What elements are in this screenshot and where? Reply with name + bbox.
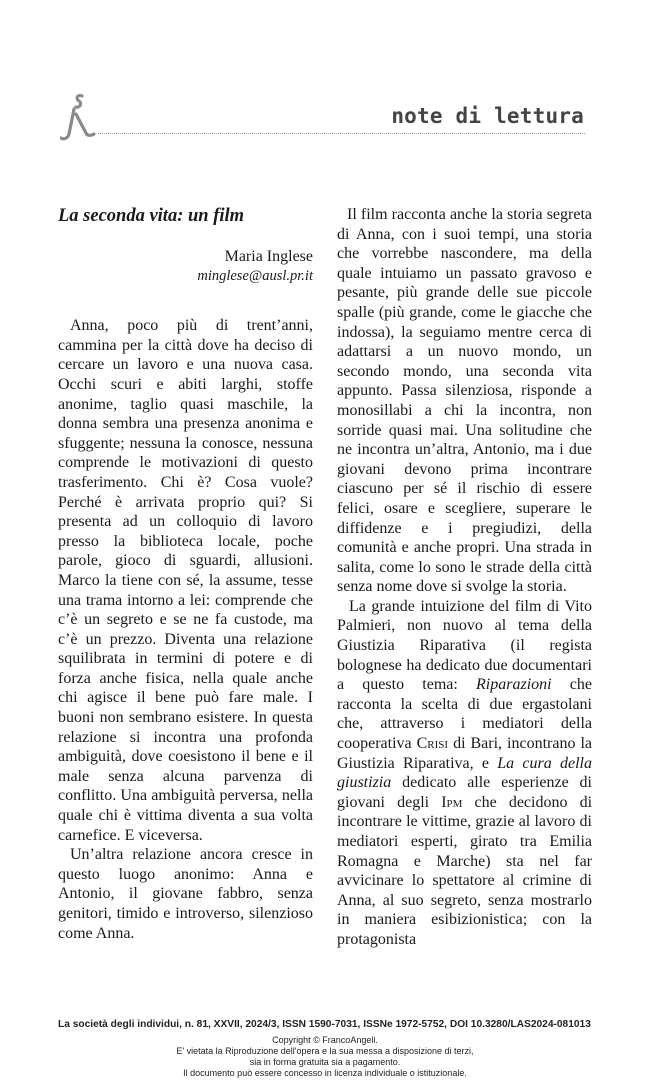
paragraph-text: di Bari, incontrano la Giustizia Riparativa, e bbox=[337, 735, 593, 772]
left-column bbox=[58, 205, 313, 943]
header-dotted-rule bbox=[98, 133, 585, 134]
paragraph-text: che racconta la scelta di due ergastolani che, attraverso i mediatori della cooperativa bbox=[337, 676, 592, 753]
film-title-riparazioni: Riparazioni bbox=[476, 676, 552, 694]
ipm-abbreviation: Ipm bbox=[441, 793, 463, 811]
copyright-line: sia in forma gratuita sia a pagamento. bbox=[249, 1057, 401, 1067]
paragraph-text: che decidono di incontrare le vittime, grazie al lavoro di mediatori esperti, girato tra Emilia Romagna e Marche) sta nel far avvicinare lo spettatore al crimine di Anna, al suo segreto, senza mostrarlo in maniera esibizionistica; con la protagonista bbox=[337, 793, 593, 948]
author-name: Maria Inglese bbox=[224, 248, 313, 265]
right-column bbox=[337, 205, 592, 950]
body-paragraph bbox=[337, 597, 592, 950]
copyright-notice bbox=[0, 1035, 650, 1079]
paragraph-text: dedicato alle esperienze di giovani degli bbox=[337, 774, 592, 811]
section-title: note di lettura bbox=[391, 104, 584, 128]
body-paragraph: Il film racconta anche la storia segreta di Anna, con i suoi tempi, una storia che vorrebbe nascondere, ma della quale intuiamo un passato gravoso e pesante, più grande delle sue piccole spalle (più grande, come le giacche che indossa), la seguiamo mentre cerca di adattarsi a un nuovo mondo, un secondo mondo, una seconda vita appunto. Passa silenziosa, risponde a monosillabi a chi la incontra, non sorride quasi mai. Una solitudine che ne incontra un’altra, Antonio, ma i due giovani devono prima incontrare ciascuno per sé il rischio di essere felici, osare e scegliere, superare le diffidenze e i pregiudizi, della comunità e anche propri. Una strada in salita, come lo sono le strade della città senza nome dove si svolge la storia. bbox=[337, 206, 592, 596]
body-paragraph: Un’altra relazione ancora cresce in questo luogo anonimo: Anna e Antonio, il giovane fabbro, senza genitori, timido e introverso, silenzioso come Anna. bbox=[58, 846, 313, 942]
film-title-cura-giustizia: La cura della giustizia bbox=[337, 754, 593, 792]
journal-logo-icon bbox=[60, 92, 98, 142]
body-paragraph: Anna, poco più di trent’anni, cammina per la città dove ha deciso di cercare un lavoro e una nuova casa. Occhi scuri e abiti larghi, stoffe anonime, taglio quasi maschile, la donna sembra una presenza anonima e sfuggente; nessuna la conosce, nessuna comprende le motivazioni di questo trasferimento. Chi è? Cosa vuole? Perché è arrivata proprio qui? Si presenta ad un colloquio di lavoro presso la biblioteca locale, poche parole, gioco di sguardi, allusioni. Marco la tiene con sé, la assume, tesse una trama intorno a lei: comprende che c’è un segreto e se ne fa custode, ma c’è un prezzo. Diventa una relazione squilibrata in termini di potere e di forza anche fisica, nella quale anche chi agisce il bene può fare male. I buoni non sembrano esistere. In questa relazione si incontra una profonda ambiguità, dove coesistono il bene e il male senza alcuna parvenza di conflitto. Una ambiguità perversa, nella quale chi è vittima diventa a sua volta carnefice. E viceversa. bbox=[58, 317, 313, 844]
copyright-line: E' vietata la Riproduzione dell'opera e la sua messa a disposizione di terzi, bbox=[176, 1046, 474, 1056]
cooperative-name: Crisi bbox=[416, 735, 449, 753]
copyright-line: Il documento può essere concesso in licenza individuale o istituzionale. bbox=[183, 1068, 467, 1078]
journal-citation: La società degli individui, n. 81, XXVII, 2024/3, ISSN 1590-7031, ISSNe 1972-5752, DOI 10.3280/LAS2024-081013 bbox=[58, 1019, 591, 1030]
copyright-line: Copyright © FrancoAngeli. bbox=[272, 1035, 378, 1045]
paragraph-text: La grande intuizione del film di Vito Palmieri, non nuovo al tema della Giustizia Riparativa (il regista bolognese ha dedicato due documentari a questo tema: bbox=[337, 597, 592, 694]
author-email: minglese@ausl.pr.it bbox=[197, 267, 313, 284]
article-title: La seconda vita: un film bbox=[58, 206, 245, 226]
